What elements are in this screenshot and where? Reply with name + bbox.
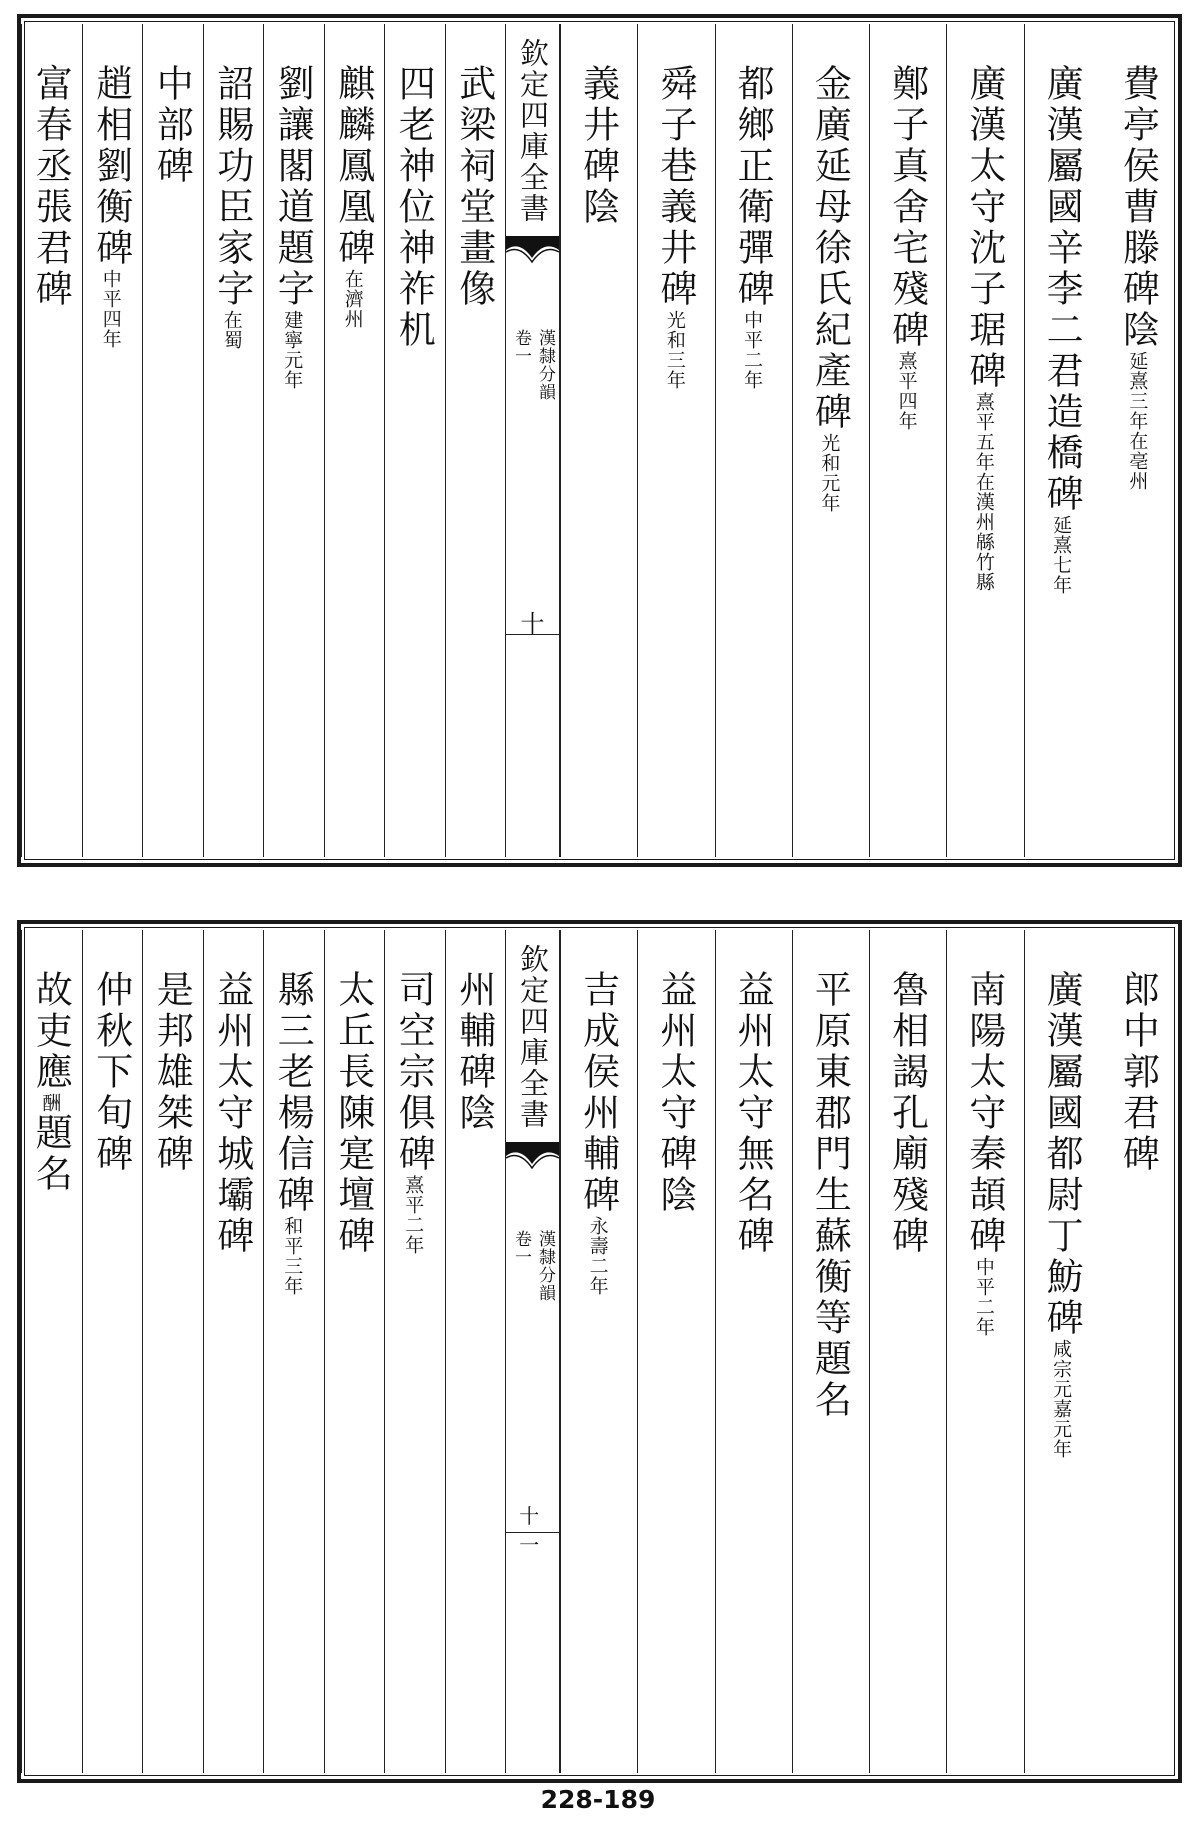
inscription-title xyxy=(150,64,194,187)
inscription-text: 郎中郭君碑 xyxy=(1116,970,1160,1175)
inscription-title xyxy=(576,970,620,1296)
date-annotation: 熹平四年 xyxy=(895,351,918,431)
date-annotation: 咸宗元嘉元年 xyxy=(1050,1339,1073,1459)
bottom-column xyxy=(1101,930,1178,1773)
location-annotation: 在亳州 xyxy=(1126,431,1149,491)
inscription-title xyxy=(1040,970,1084,1459)
bottom-column xyxy=(560,930,637,1773)
date-annotation: 中平二年 xyxy=(972,1257,995,1337)
inscription-text: 武梁祠堂畫像 xyxy=(452,64,496,310)
date-annotation: 和平三年 xyxy=(281,1216,304,1296)
top-column xyxy=(560,24,637,857)
top-column xyxy=(21,24,82,857)
inscription-text: 平原東郡門生蘇衡等題名 xyxy=(808,970,852,1421)
inscription-title xyxy=(452,64,496,310)
inscription-text: 故吏應 xyxy=(29,970,73,1093)
inscription-title xyxy=(210,970,254,1257)
date-annotation: 中平四年 xyxy=(99,269,122,349)
page-number: 228-189 xyxy=(540,1785,656,1814)
date-annotation: 在濟州 xyxy=(341,269,364,329)
inscription-title xyxy=(331,64,375,329)
bottom-page-panel xyxy=(17,920,1182,1783)
inscription-text: 都鄉正衛彈碑 xyxy=(731,64,775,310)
inscription-title xyxy=(150,970,194,1175)
bottom-column xyxy=(637,930,714,1773)
inscription-title xyxy=(89,64,133,349)
bottom-column xyxy=(142,930,203,1773)
spine-book-title: 漢隸分韻 xyxy=(535,329,555,401)
bottom-column xyxy=(263,930,324,1773)
date-annotation: 在蜀 xyxy=(220,310,243,350)
inscription-text: 廣漢屬國辛李二君造橋碑 xyxy=(1040,64,1084,515)
inscription-title xyxy=(1040,64,1084,595)
inscription-title xyxy=(1116,970,1160,1175)
top-column xyxy=(324,24,385,857)
inscription-text: 吉成侯州輔碑 xyxy=(576,970,620,1216)
top-column xyxy=(1024,24,1101,857)
top-column xyxy=(142,24,203,857)
inscription-text: 縣三老楊信碑 xyxy=(271,970,315,1216)
inscription-text: 益州太守碑陰 xyxy=(653,970,697,1216)
top-column xyxy=(82,24,143,857)
inscription-text: 鄭子真舍宅殘碑 xyxy=(885,64,929,351)
inscription-text: 仲秋下旬碑 xyxy=(89,970,133,1175)
date-annotation: 建寧元年 xyxy=(281,310,304,390)
inscription-text: 廣漢屬國都尉丁魴碑 xyxy=(1040,970,1084,1339)
inscription-text: 州輔碑陰 xyxy=(452,970,496,1134)
top-column xyxy=(637,24,714,857)
inscription-title xyxy=(808,64,852,513)
inscription-text: 麒麟鳳凰碑 xyxy=(331,64,375,269)
top-column xyxy=(1101,24,1178,857)
inscription-text: 舜子巷義井碑 xyxy=(653,64,697,310)
inscription-text: 趙相劉衡碑 xyxy=(89,64,133,269)
top-page-panel xyxy=(17,14,1182,867)
bottom-column xyxy=(445,930,506,1773)
inscription-text: 富春丞張君碑 xyxy=(29,64,73,310)
inscription-text: 南陽太守秦頡碑 xyxy=(962,970,1006,1257)
spine-title: 欽定四庫全書 xyxy=(516,38,550,224)
fish-tail-mark xyxy=(506,1142,559,1182)
spine-title: 欽定四庫全書 xyxy=(516,944,550,1130)
inscription-title xyxy=(1116,64,1160,491)
inscription-title xyxy=(576,64,620,228)
inscription-text: 四老神位神祚机 xyxy=(392,64,436,351)
top-spine xyxy=(505,24,560,857)
inscription-text: 益州太守無名碑 xyxy=(731,970,775,1257)
top-column xyxy=(445,24,506,857)
inscription-title xyxy=(452,970,496,1134)
inscription-title xyxy=(29,64,73,310)
top-column xyxy=(715,24,792,857)
inscription-text: 是邦雄桀碑 xyxy=(150,970,194,1175)
inscription-text: 費亭侯曹滕碑陰 xyxy=(1116,64,1160,351)
spine-volume: 卷一 xyxy=(511,1230,531,1266)
inscription-title xyxy=(653,64,697,390)
date-annotation: 中平二年 xyxy=(741,310,764,390)
inscription-title xyxy=(392,64,436,351)
top-column xyxy=(869,24,946,857)
date-annotation: 延熹七年 xyxy=(1050,515,1073,595)
inscription-text: 司空宗俱碑 xyxy=(392,970,436,1175)
inscription-title xyxy=(271,64,315,390)
top-column xyxy=(946,24,1023,857)
inscription-text: 中部碑 xyxy=(150,64,194,187)
inscription-title xyxy=(808,970,852,1421)
inscription-title xyxy=(962,970,1006,1337)
top-column xyxy=(203,24,264,857)
inscription-text: 義井碑陰 xyxy=(576,64,620,228)
spine-book-title: 漢隸分韻 xyxy=(535,1230,555,1302)
inscription-text: 劉讓閣道題字 xyxy=(271,64,315,310)
spine-volume: 卷一 xyxy=(511,329,531,365)
date-annotation: 光和三年 xyxy=(663,310,686,390)
inscription-title xyxy=(210,64,254,350)
inscription-text: 詔賜功臣家字 xyxy=(210,64,254,310)
bottom-column xyxy=(324,930,385,1773)
date-annotation: 光和元年 xyxy=(818,433,841,513)
inscription-text-continued: 題名 xyxy=(29,1113,73,1195)
spine-folio-rule xyxy=(506,634,559,635)
inscription-text: 太丘長陳寔壇碑 xyxy=(331,970,375,1257)
inscription-small-char: 酬 xyxy=(39,1093,62,1113)
bottom-spine xyxy=(505,930,560,1773)
inscription-title xyxy=(653,970,697,1216)
bottom-column xyxy=(384,930,445,1773)
top-column xyxy=(792,24,869,857)
inscription-text: 廣漢太守沈子琚碑 xyxy=(962,64,1006,392)
inscription-title xyxy=(271,970,315,1296)
inscription-title xyxy=(29,970,73,1195)
date-annotation: 延熹三年 xyxy=(1126,351,1149,431)
bottom-column xyxy=(1024,930,1101,1773)
inscription-title xyxy=(885,970,929,1257)
spine-folio: 十 xyxy=(520,610,545,638)
inscription-title xyxy=(962,64,1006,592)
bottom-column xyxy=(715,930,792,1773)
bottom-column xyxy=(203,930,264,1773)
spine-folio-rule xyxy=(506,1532,559,1533)
fish-tail-mark xyxy=(506,236,559,276)
bottom-column xyxy=(792,930,869,1773)
date-annotation: 永壽二年 xyxy=(586,1216,609,1296)
bottom-column xyxy=(21,930,82,1773)
date-annotation: 熹平五年在 xyxy=(972,392,995,492)
spine-folio: 十一 xyxy=(519,1504,540,1557)
inscription-title xyxy=(731,970,775,1257)
bottom-column xyxy=(869,930,946,1773)
date-annotation: 熹平二年 xyxy=(402,1175,425,1255)
inscription-text: 魯相謁孔廟殘碑 xyxy=(885,970,929,1257)
top-column xyxy=(384,24,445,857)
top-column xyxy=(263,24,324,857)
inscription-title xyxy=(392,970,436,1255)
location-annotation: 漢州緜竹縣 xyxy=(972,492,995,592)
inscription-text: 金廣延母徐氏紀產碑 xyxy=(808,64,852,433)
inscription-title xyxy=(731,64,775,390)
inscription-title xyxy=(89,970,133,1175)
inscription-text: 益州太守城壩碑 xyxy=(210,970,254,1257)
inscription-title xyxy=(331,970,375,1257)
inscription-title xyxy=(885,64,929,431)
bottom-column xyxy=(82,930,143,1773)
bottom-column xyxy=(946,930,1023,1773)
